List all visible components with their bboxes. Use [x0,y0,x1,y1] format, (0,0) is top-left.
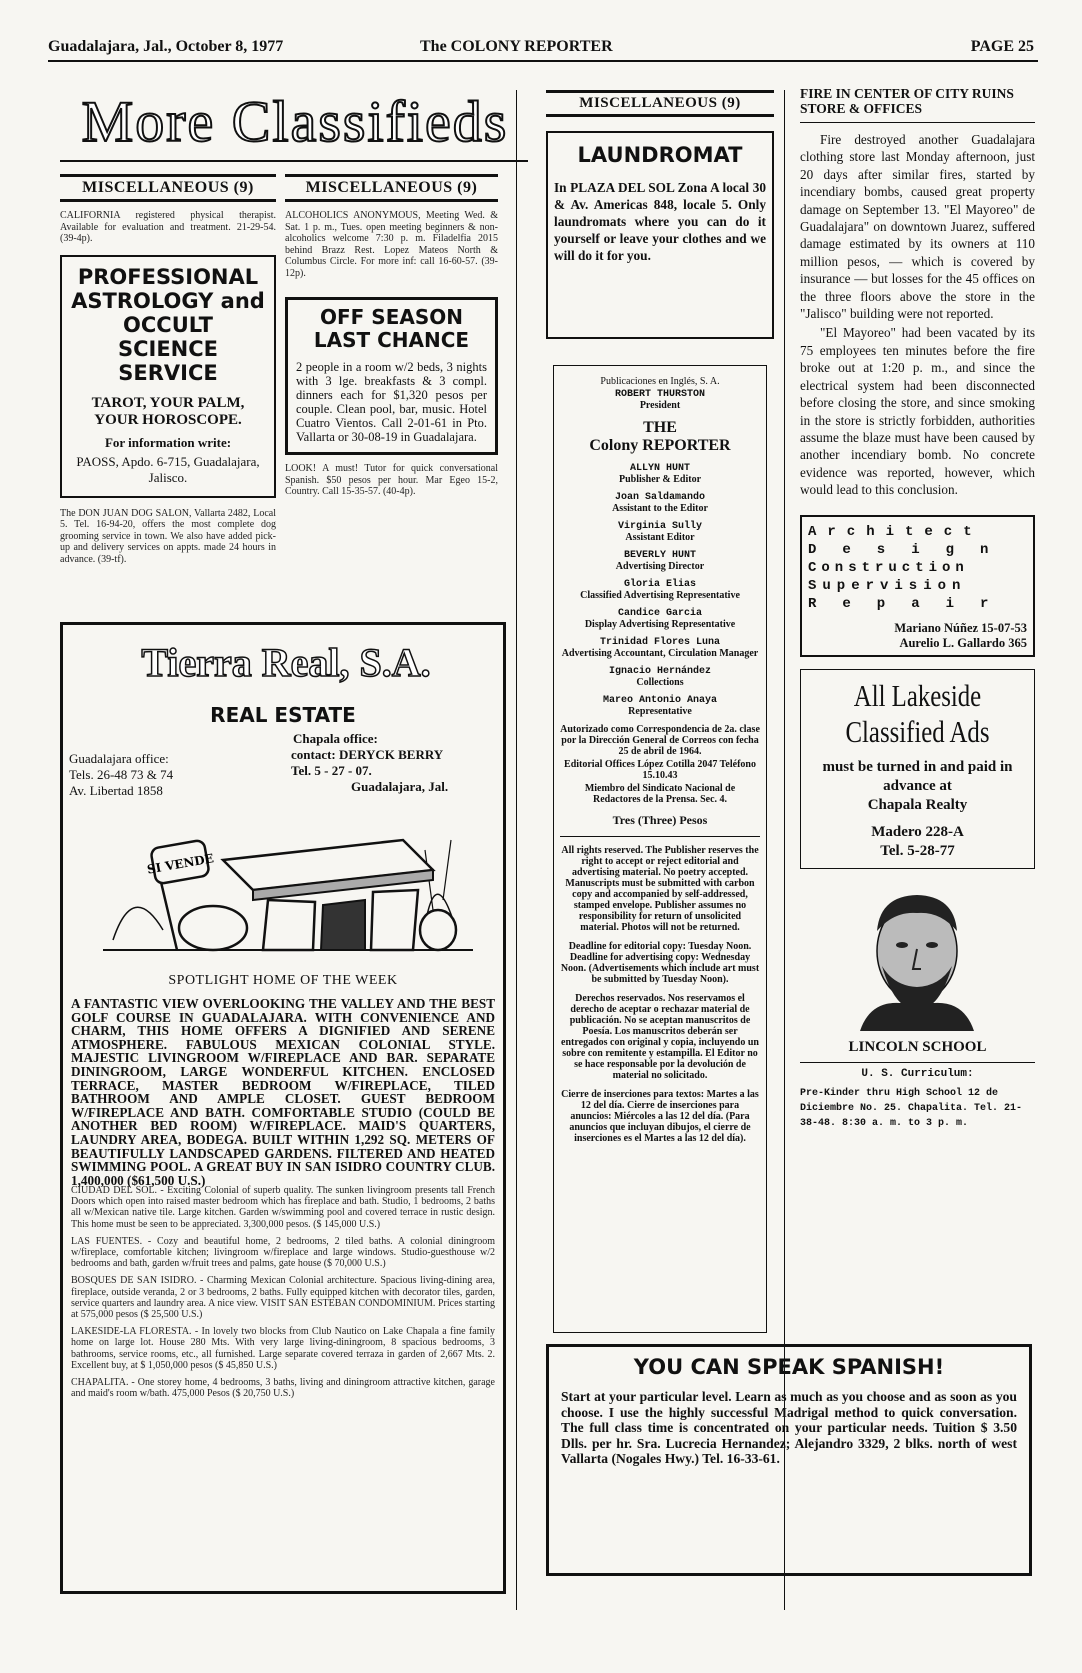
header-rule [48,60,1038,62]
lincoln-title: LINCOLN SCHOOL [848,1038,987,1055]
section-header: MISCELLANEOUS (9) [60,174,276,202]
rights-text: All rights reserved. The Publisher reserves the right to accept or reject editorial and advertising material. No poetry accepted. Manuscripts must be submitted with carbon copy and accompanied by self-addressed, stamped envelope. Publisher assumes no responsibility for return of unsolicited material. Photos will not be returned. [561,845,759,933]
astrology-info: For information write: [104,434,232,450]
listing: BOSQUES DE SAN ISIDRO. - Charming Mexican Colonial architecture. Spacious living-dining area, fireplace, outside veranda, 2 or 3 bedrooms, 2 baths. Fully equipped kitchen with decorator tiles, garden, service quarters and laundry area. A nice view. VISIT SAN ESTEBAN CONDOMINIUM. Prices starting at 575,000 pesos ($ 25,500 U.S.) [71,1275,495,1321]
section-header: MISCELLANEOUS (9) [546,90,774,117]
fire-paragraph: Fire destroyed another Guadalajara clothing store last Monday afternoon, just 20 days after similar fires, started by incendiary bombs, caused great property damage on September 13. "El Mayoreo" de Guadalajara" on downtown Juarez, suffered damage estimated by its owners at 110 million pesos, — which is covered by insurance — but losses for the 45 offices on the three floors above the store in the "Jalisco" building were not reported. [800,132,1035,322]
staff-name: Joan Saldamando [614,492,705,503]
authorized-text: Autorizado como Correspondencia de 2a. clase por la Dirección General de Correos con fecha 25 de abril de 1964. [560,724,760,757]
architect-contact: Mariano Núñez 15-07-53 [894,620,1027,635]
offseason-title: OFF SEASON LAST CHANCE [313,305,470,352]
column-2 [285,174,498,498]
astrology-title: PROFESSIONAL ASTROLOGY and OCCULT SCIENCE SERVICE [71,264,265,385]
sign-text: SI VENDE [145,851,215,877]
masthead-the: THE [643,419,677,436]
laundromat-ad [546,131,774,339]
spanish-body: Start at your particular level. Learn as much as you choose and as soon as you choose. I use the highly successful Madrigal method to quick conversation. The full class time is concentrated on your particular needs. Tuition $ 3.50 Dlls. per hr. Sra. Lucrecia Hernandez; Alejandro 3329, 2 blks. north of west Vallarta (Nogales Hwy.) Tel. 16-33-61. [561,1389,1017,1466]
lakeside-ad [800,669,1035,869]
derechos-text: Derechos reservados. Nos reservamos el derecho de aceptar o rechazar material de publicación. No se aceptan manuscritos de Poesía. Los manuscritos deberán ser entregados con original y copia, incluyendo un sobre con remitente y estampilla. El Editor no se hace responsable por la devolución de material no solicitado. [561,993,759,1081]
dateline: Guadalajara, Jal., October 8, 1977 [48,38,284,55]
architect-row: Architect [808,523,983,540]
architect-ad [800,515,1035,657]
lincoln-portrait [800,881,1035,1031]
masthead-box [553,365,767,1333]
staff-name: ALLYN HUNT [629,463,690,474]
price: Tres (Three) Pesos [612,813,708,827]
laundromat-body: In PLAZA DEL SOL Zona A local 30 & Av. Americas 848, locale 5. Only laundromats where you can do it yourself or leave your clothes and we will do it for you. [554,180,766,263]
staff-role: Display Advertising Representative [584,619,736,630]
lakeside-title: All Lakeside Classified Ads [845,677,990,749]
staff-name: Ignacio Hernández [608,666,712,677]
offseason-ad [285,297,498,455]
office-label: Guadalajara office: [69,751,169,766]
staff-name: Candice Garcia [617,608,702,619]
president-name: ROBERT THURSTON [614,389,705,400]
lincoln-rule [800,1062,1035,1063]
column-1 [60,174,276,565]
staff-name: Mareo Antonio Anaya [602,695,718,706]
staff-name: Gloria Elias [623,579,696,590]
cierre-text: Cierre de inserciones para textos: Martes a las 12 del día. Cierre de inserciones para anuncios: Miércoles a las 12 del día. (Para anuncios que incluyan dibujos, el cierre de inserciones es el Martes a las 12 del día). [561,1089,759,1144]
office-tels: Tels. 26-48 73 & 74 [69,767,174,782]
staff-role: Publisher & Editor [618,474,702,485]
listings [71,1185,495,1399]
banner-rule [60,160,528,162]
lakeside-body: must be turned in and paid in advance at [822,758,1013,794]
lincoln-subtitle: U. S. Curriculum: [861,1067,974,1080]
spanish-ad [546,1344,1032,1576]
architect-row: Repair [808,595,1015,612]
dolmen-illustration [103,800,473,970]
architect-contact: Aurelio L. Gallardo 365 [899,635,1027,650]
guadalajara-office [69,751,173,799]
masthead-rule [560,836,760,837]
staff-role: Advertising Director [615,561,705,572]
tierra-real-subtitle: REAL ESTATE [210,703,356,727]
architect-row: Supervision [808,577,967,594]
astrology-services: TAROT, YOUR PALM, YOUR HOROSCOPE. [91,394,245,428]
staff-name: Virginia Sully [617,521,702,532]
offseason-body: 2 people in a room w/2 beds, 3 nights with 3 lge. breakfasts & 3 compl. dinners each for $1,320 pesos per couple. Clean pool, bar, music. Hotel Cuatro Vientos. Call 2-01-61 in Pto. Vallarta or 30-08-19 in Guadalajara. [296,360,487,444]
listing: CIUDAD DEL SOL. - Exciting Colonial of superb quality. The sunken livingroom presents tall French Doors which open into raised master bedroom which has fireplace and bath. Studio, 1 bedrooms, 2 baths all w/Mexican native tile. Large kitchen. Garden w/swimming pool and covered terrace in rustic design. This home must be seen to be appreciated. 3,300,000 pesos. ($ 145,000 U.S.) [71,1185,495,1230]
staff-role: Collections [636,677,684,688]
offices-text: Editorial Offices López Cotilla 2047 Teléfono 15.10.43 [564,759,756,781]
deadline-text: Deadline for editorial copy: Tuesday Noon. Deadline for advertising copy: Wednesday Noon. (Advertisements which include art must be submitted by Tuesday Noon). [560,941,760,985]
office-address: Av. Libertad 1858 [69,783,163,798]
chapala-city: Guadalajara, Jal. [351,779,449,794]
page-number: PAGE 25 [970,38,1034,55]
member-text: Miembro del Sindicato Nacional de Redactores de la Prensa. Sec. 4. [584,783,736,805]
staff-role: Classified Advertising Representative [580,590,740,601]
section-header: MISCELLANEOUS (9) [285,174,498,202]
listing: CHAPALITA. - One storey home, 4 bedrooms, 3 baths, living and diningroom attractive kitchen, garage and maid's room w/bath. 475,000 Pesos ($ 20,750 U.S.) [71,1377,495,1400]
masthead-paper: Colony REPORTER [589,437,731,454]
tutor-ad: LOOK! A must! Tutor for quick conversational Spanish. $50 pesos per hour. Mar Egeo 15-2, Country. Call 15-35-57. (40-4p). [285,463,498,497]
architect-row: Design [808,541,1015,558]
staff-role: Advertising Accountant, Circulation Manager [561,648,759,659]
alcoholics-ad: ALCOHOLICS ANONYMOUS, Meeting Wed. & Sat. 1 p. m., Tues. open meeting beginners & non-alcoholics welcome 7:30 p. m. Filadelfia 2015 behind Brazz Rest. Lopez Mateos North & Columbus Circle. For more inf: call 16-60-57. (39-12p). [285,210,498,279]
fire-paragraph: "El Mayoreo" had been vacated by its 75 employees ten minutes before the fire broke out at 1:20 p. m., and since the electrical system had been disconnected before closing the store, and since smoking in the store is strictly forbidden, authorities assume the blaze must have been caused by another incendiary bomb. No concrete evidence was reported, however, which would lead to this conclusion. [800,325,1035,498]
staff-name: BEVERLY HUNT [623,550,696,561]
lakeside-address: Madero 228-A [871,823,964,840]
staff-role: Assistant Editor [625,532,695,543]
california-ad: CALIFORNIA registered physical therapist. Available for evaluation and treatment. 21-29-54. (39-4p). [60,210,276,244]
staff-name: Trinidad Flores Luna [599,637,721,648]
astrology-ad [60,255,276,498]
chapala-tel: Tel. 5 - 27 - 07. [291,763,372,778]
staff-list [560,463,760,717]
chapala-contact: contact: DERYCK BERRY [291,747,444,762]
publisher-line: Publicaciones en Inglés, S. A. [600,376,720,387]
lakeside-tel: Tel. 5-28-77 [880,842,955,859]
lakeside-agency: Chapala Realty [867,796,968,813]
tierra-real-name: Tierra Real, S.A. [141,640,431,685]
fire-headline: FIRE IN CENTER OF CITY RUINS STORE & OFFICES [800,86,1014,116]
feature-listing: A FANTASTIC VIEW OVERLOOKING THE VALLEY AND THE BEST GOLF COURSE IN GUADALAJARA. WITH CONVENIENCE AND CHARM, THIS HOME OFFERS A DIGNIFIED AND SERENE ATMOSPHERE. FABULOUS MEXICAN COLONIAL STYLE. MAJESTIC LIVINGROOM W/FIREPLACE AND BAR. SEPARATE DININGROOM, LARGE WONDERFUL KITCHEN. ENCLOSED TERRACE, MASTER BEDROOM W/FIREPLACE, TILED BATHROOM AND AMPLE CLOSET. GUEST BEDROOM W/FIREPLACE AND BATH. COMFORTABLE STUDIO (COULD BE ANOTHER BED ROOM) W/FIREPLACE. MAID'S QUARTERS, LAUNDRY AREA, BODEGA. BUILT WITHIN 1,292 SQ. METERS OF BEAUTIFULLY LANDSCAPED GARDENS. FILTERED AND HEATED SWIMMING POOL. A GREAT BUY IN SAN ISIDRO COUNTRY CLUB. 1,400,000 ($61,500 U.S.) [71,996,495,1188]
astrology-address: PAOSS, Apdo. 6-715, Guadalajara, Jalisco. [76,453,260,485]
column-divider [516,90,517,1610]
paper-name: The COLONY REPORTER [420,38,613,55]
architect-row: Construction [808,559,969,576]
column-4 [800,86,1035,1131]
lincoln-ad [800,881,1035,1131]
laundromat-title: LAUNDROMAT [577,143,743,167]
chapala-label: Chapala office: [293,731,378,746]
don-juan-ad: The DON JUAN DOG SALON, Vallarta 2482, Local 5. Tel. 16-94-20, offers the most complete dog grooming service in town. We also have added pick-up and delivery services on appts. made 24 hours in advance. (39-tf). [60,507,276,565]
listing: LAS FUENTES. - Cozy and beautiful home, 2 bedrooms, 2 tiled baths. A colonial diningroom w/fireplace, comfortable kitchen; livingroom w/fireplace and large windows. Studio-guesthouse w/2 bedrooms and bath, garden w/fruit trees and palms, gate house ($ 70,000 U.S.) [71,1235,495,1270]
spotlight-heading: SPOTLIGHT HOME OF THE WEEK [168,973,398,988]
spanish-title: YOU CAN SPEAK SPANISH! [633,1355,945,1379]
column-3 [546,90,774,339]
lincoln-body: Pre-Kinder thru High School 12 de Diciembre No. 25. Chapalita. Tel. 21-38-48. 8:30 a. m. to 3 p. m. [800,1087,1023,1129]
tierra-real-ad [60,622,506,1594]
banner-title: More Classifieds [81,89,509,154]
staff-role: Assistant to the Editor [612,503,708,514]
listing: LAKESIDE-LA FLORESTA. - In lovely two blocks from Club Nautico on Lake Chapala a fine family home on large lot. House 280 Mts. With very large living-diningroom, 8 spacious bedrooms, 3 bathrooms, service rooms, etc., all furnished. Large separate covered terraza in garden of 2,667 Mts. 2. Excellent buy, at $ 1,050,000 pesos ($ 45,850 U.S.) [71,1326,495,1371]
headline-rule [800,122,1035,123]
chapala-office [291,731,448,795]
staff-role: Representative [628,706,692,717]
president-title: President [639,400,681,411]
